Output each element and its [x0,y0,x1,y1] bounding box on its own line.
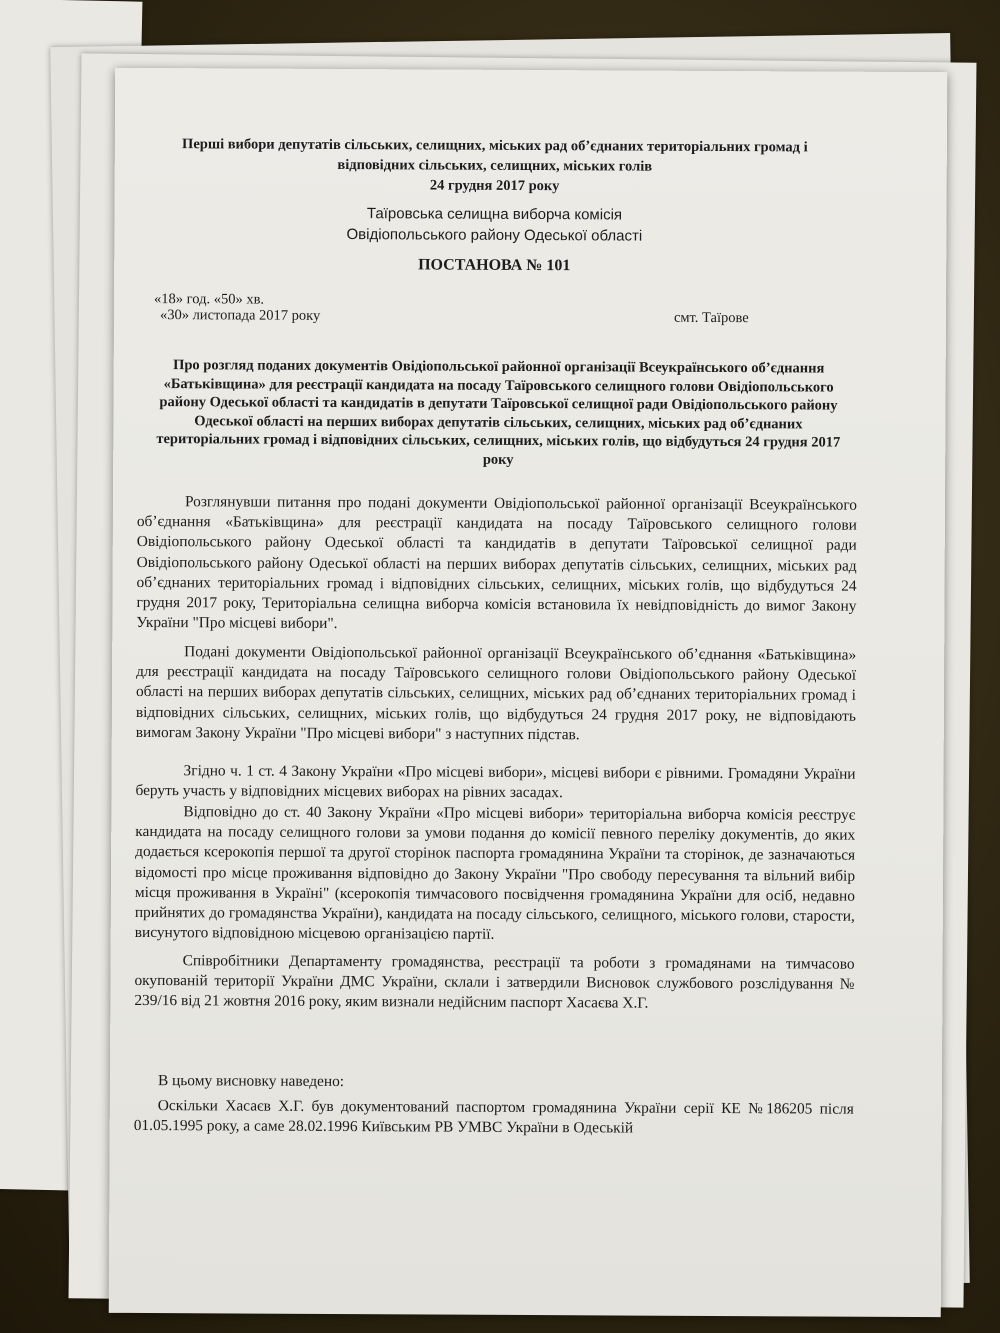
commission-district: Овідіопольського району Одеської області [346,226,643,245]
resolution-place: смт. Таїрове [673,309,749,327]
resolution-date: «30» листопада 2017 року [159,307,321,324]
resolution-time: «18» год. «50» хв. [154,291,265,308]
body-paragraph: Відповідно до ст. 40 Закону України «Про місцеві вибори» територіальна виборча комісія реєструє кандидата на посаду селищного голови за умови подання до комісії певного переліку документів, до яких додається ксерокопія першої та другої сторінок паспорта громадянина України та сторінок, де зазначаються відомості про місце проживання відповідно до Закону України "Про свободу пересування та вільний вибір місця проживання в Україні" (ксерокопія тимчасового посвідчення громадянина України для осіб, недавно прийнятих до громадянства України), кандидата на посаду сільського, селищного, міського голови, старости, висунутого відповідною місцевою організацією партії. [134,803,856,944]
body-paragraph: В цьому висновку наведено: [157,1072,345,1091]
document-title: ПОСТАНОВА № 101 [418,256,571,275]
commission-block [164,202,824,247]
body-paragraph: Згідно ч. 1 ст. 4 Закону України «Про місцеві вибори», місцеві вибори є рівними. Громадяни України беруть участь у відповідних місцевих виборах на рівних засадах. [135,762,856,802]
election-date: 24 грудня 2017 року [429,177,560,195]
body-paragraph: Оскільки Хасаєв Х.Г. був документований паспортом громадянина України серії КЕ №186205 після 01.05.1995 року, а саме 28.02.1996 Київським РВ УМВС України в Одеській [133,1097,854,1137]
body-paragraph: Співробітники Департаменту громадянства, реєстрації та роботи з громадянами на тимчасово окупованій території України ДМС України, склали і затвердили Висновок службового розслідування № 239/16 від 21 жовтня 2016 року, яким визнали недійсним паспорт Хасаєва Х.Г. [134,952,855,1013]
election-header [165,134,825,197]
election-header-title: Перші вибори депутатів сільських, селищних, міських рад об’єднаних територіальних громад і відповідних сільських, селищних, міських голів [182,136,808,175]
document-page [109,68,948,1317]
document-subject: Про розгляд поданих документів Овідіопольської районної організації Всеукраїнського об’єднання «Батьківщина» для реєстрації кандидата на посаду Таїровського селищного голови Овідіопольського району Одеської області та кандидатів в депутати Таїровської селищної ради Овідіопольського району Одеської області на перших виборах депутатів сільських, селищних, міських рад об’єднаних територіальних громад і відповідних сільських, селищних, міських голів, що відбудуться 24 грудня 2017 року [156,357,841,468]
body-paragraph: Розглянувши питання про подані документи Овідіопольської районної організації Всеукраїнського об’єднання «Батьківщина» для реєстрації кандидата на посаду Таїровського селищного голови Овідіопольського району Одеської області та кандидатів в депутати Таїровської селищної ради Овідіопольського району Одеської області на перших виборах депутатів сільських, селищних, міських рад об’єднаних територіальних громад і відповідних сільських, селищних, міських голів, що відбудуться 24 грудня 2017 року, Територіальна селищна виборча комісія встановила їх невідповідність до вимог Закону України "Про місцеві вибори". [136,493,858,633]
body-paragraph: Подані документи Овідіопольської районної організації Всеукраїнського об’єднання «Батьківщина» для реєстрації кандидата на посаду Таїровського селищного голови Овідіопольського району Одеської області на перших виборах депутатів сільських, селищних, міських рад об’єднаних територіальних громад і відповідних сільських, селищних, міських голів, що відбудуться 24 грудня 2017 року, не відповідають вимогам Закону України "Про місцеві вибори" з наступних підстав. [135,643,857,744]
commission-name: Таїровська селищна виборча комісія [366,205,623,224]
